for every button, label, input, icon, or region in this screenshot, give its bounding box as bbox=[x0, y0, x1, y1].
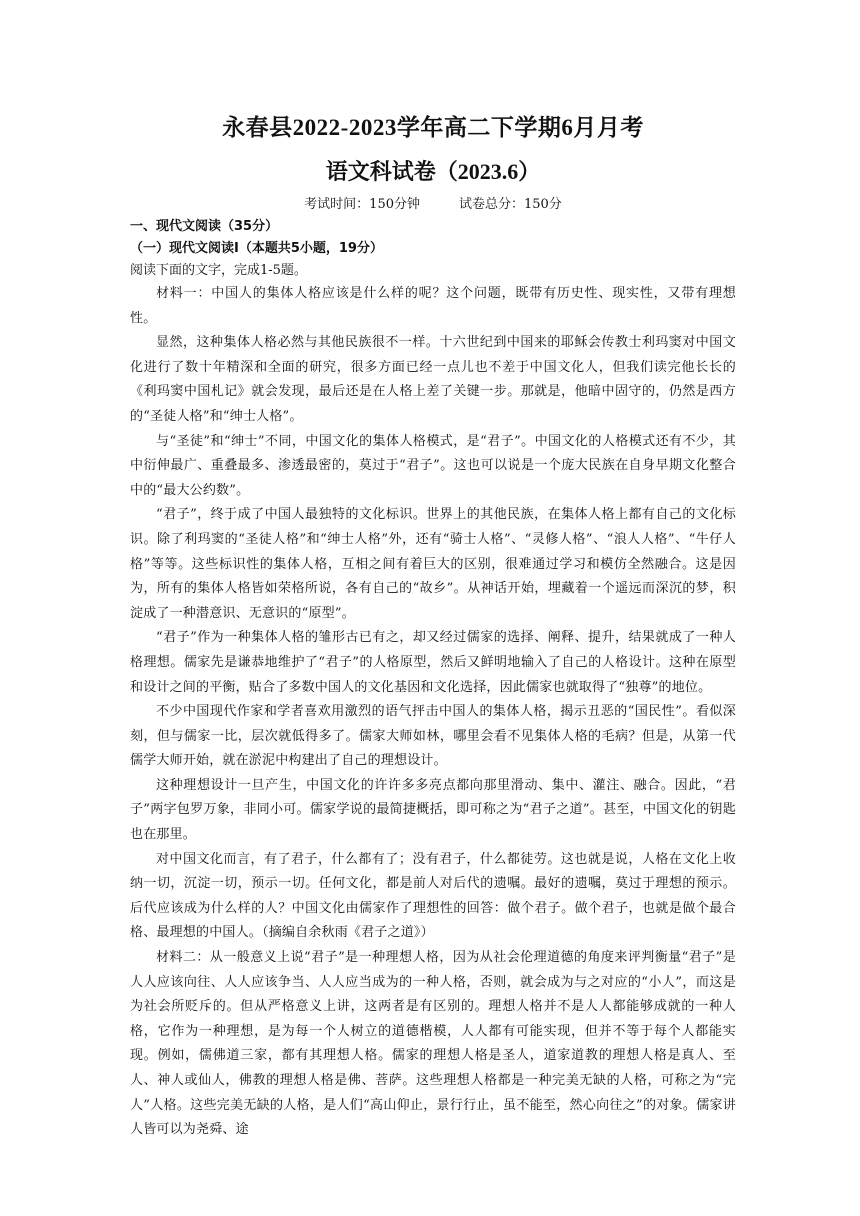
paragraph: 材料二：从一般意义上说“君子”是一种理想人格，因为从社会伦理道德的角度来评判衡量“君子”是人人应该向往、人人应该争当、人人应当成为的一种人格，否则，就会成为与之对应的“小人”，而这是为社会所贬斥的。但从严格意义上讲，这两者是有区别的。理想人格并不是人人都能够成就的一种人格，它作为一种理想，是为每一个人树立的道德楷模，人人都有可能实现，但并不等于每个人都能实现。例如，儒佛道三家，都有其理想人格。儒家的理想人格是圣人，道家道教的理想人格是真人、至人、神人或仙人，佛教的理想人格是佛、菩萨。这些理想人格都是一种完美无缺的人格，可称之为“完人”人格。这些完美无缺的人格，是人们“高山仰止，景行行止，虽不能至，然心向往之”的对象。儒家讲人皆可以为尧舜、途 bbox=[130, 950, 736, 1138]
paragraph: 不少中国现代作家和学者喜欢用激烈的语气抨击中国人的集体人格，揭示丑恶的“国民性”。看似深刻，但与儒家一比，层次就低得多了。儒家大师如林，哪里会看不见集体人格的毛病？但是，从第一代儒学大师开始，就在淤泥中构建出了自己的理想设计。 bbox=[130, 704, 736, 769]
paragraph: 材料一：中国人的集体人格应该是什么样的呢？这个问题，既带有历史性、现实性，又带有理想性。 bbox=[130, 286, 736, 326]
exam-page bbox=[130, 108, 736, 1143]
paragraph: 这种理想设计一旦产生，中国文化的许许多多亮点都向那里滑动、集中、灌注、融合。因此，“君子”两字包罗万象，非同小可。儒家学说的最简捷概括，即可称之为“君子之道”。甚至，中国文化的钥匙也在那里。 bbox=[130, 777, 736, 843]
exam-meta: 考试时间：150分钟 试卷总分：150分 bbox=[304, 197, 562, 212]
paragraph: “君子”，终于成了中国人最独特的文化标识。世界上的其他民族，在集体人格上都有自己的文化标识。除了利玛窦的“圣徒人格”和“绅士人格”外，还有“骑士人格”、“灵修人格”、“浪人人格”、“牛仔人格”等等。这些标识性的集体人格，互相之间有着巨大的区别，很难通过学习和模仿全然融合。这是因为，所有的集体人格皆如荣格所说，各有自己的“故乡”。从神话开始，埋藏着一个遥远而深沉的梦，积淀成了一种潜意识、无意识的“原型”。 bbox=[130, 507, 736, 621]
exam-title: 永春县2022-2023学年高二下学期6月月考 bbox=[222, 115, 644, 140]
section-subheading: （一）现代文阅读I（本题共5小题，19分） bbox=[130, 241, 383, 256]
paragraph: 显然，这种集体人格必然与其他民族很不一样。十六世纪到中国来的耶稣会传教士利玛窦对中国文化进行了数十年精深和全面的研究，很多方面已经一点儿也不差于中国文化人，但我们读完他长长的《利玛窦中国札记》就会发现，最后还是在人格上差了关键一步。那就是，他暗中固守的，仍然是西方的“圣徒人格”和“绅士人格”。 bbox=[130, 335, 736, 424]
paragraph: 对中国文化而言，有了君子，什么都有了；没有君子，什么都徒劳。这也就是说，人格在文化上收纳一切，沉淀一切，预示一切。任何文化，都是前人对后代的遗嘱。最好的遗嘱，莫过于理想的预示。后代应该成为什么样的人？中国文化由儒家作了理想性的回答：做个君子。做个君子，也就是做个最合格、最理想的中国人。（摘编自余秋雨《君子之道》） bbox=[130, 851, 736, 941]
section-heading: 一、现代文阅读（35分） bbox=[130, 219, 279, 234]
passage bbox=[130, 282, 736, 1143]
paragraph: 与“圣徒”和“绅士”不同，中国文化的集体人格模式，是“君子”。中国文化的人格模式还有不少，其中衍伸最广、重叠最多、渗透最密的，莫过于“君子”。这也可以说是一个庞大民族在自身早期文化整合中的“最大公约数”。 bbox=[130, 433, 736, 498]
instruction: 阅读下面的文字，完成1-5题。 bbox=[130, 263, 307, 278]
paragraph: “君子”作为一种集体人格的雏形古已有之，却又经过儒家的选择、阐释、提升，结果就成了一种人格理想。儒家先是谦恭地维护了“君子”的人格原型，然后又鲜明地输入了自己的人格设计。这种在原型和设计之间的平衡，贴合了多数中国人的文化基因和文化选择，因此儒家也就取得了“独尊”的地位。 bbox=[130, 630, 736, 695]
exam-subtitle: 语文科试卷（2023.6） bbox=[325, 159, 541, 184]
